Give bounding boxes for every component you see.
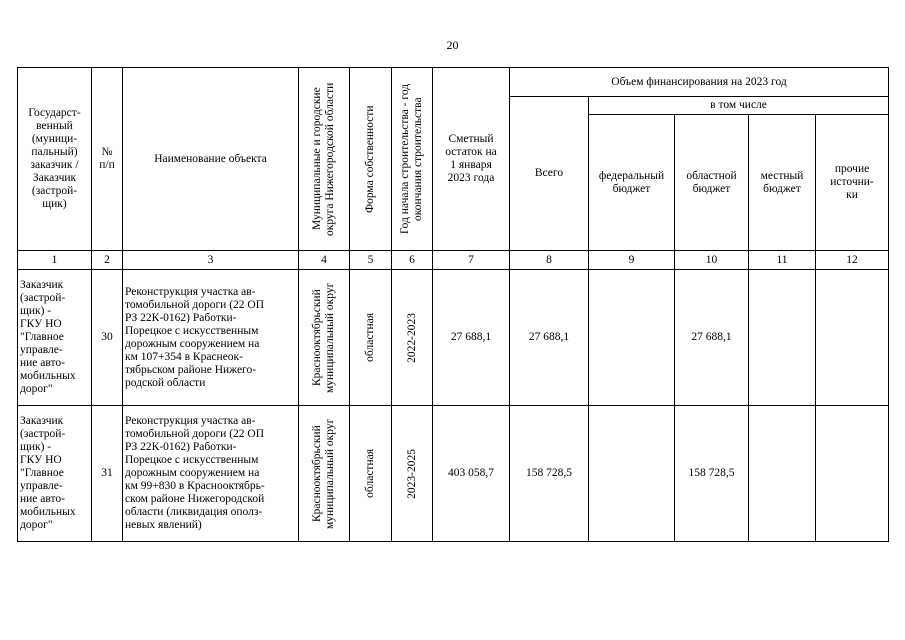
header-ownership [350,68,392,251]
header-total: Всего [510,97,589,251]
header-number: № п/п [92,68,123,251]
row-customer: Заказчик (застрой- щик) - ГКУ НО "Главное управле- ние авто- мобильных дорог" [18,270,92,406]
column-number: 9 [589,251,675,270]
row-local [749,270,816,406]
header-including: в том числе [589,97,889,115]
row-federal [589,270,675,406]
page-number: 20 [446,38,459,52]
table-row [18,406,889,542]
row-ownership [350,406,392,542]
column-number: 4 [299,251,350,270]
column-number: 11 [749,251,816,270]
row-other [816,270,889,406]
row-customer: Заказчик (застрой- щик) - ГКУ НО "Главное управле- ние авто- мобильных дорог" [18,406,92,542]
column-number: 1 [18,251,92,270]
column-number: 3 [123,251,299,270]
row-years-text: 2022-2023 [405,312,418,363]
column-number: 7 [433,251,510,270]
row-object-name: Реконструкция участка ав- томобильной дороги (22 ОП РЗ 22К-0162) Работки- Порецкое с искусственным дорожным сооружением на км 107+354 в Краснеок- тябрьском районе Нижего- родской области [123,270,299,406]
header-object-name: Наименование объекта [123,68,299,251]
row-estimate: 403 058,7 [433,406,510,542]
header-other: прочие источни- ки [816,115,889,251]
column-number: 8 [510,251,589,270]
header-years-text: Год начала строительства - год окончания строительства [399,83,424,235]
row-ownership-text: областная [364,449,376,498]
column-number: 12 [816,251,889,270]
header-regional: областной бюджет [675,115,749,251]
header-local: местный бюджет [749,115,816,251]
table-row [18,270,889,406]
column-number: 10 [675,251,749,270]
column-number: 6 [392,251,433,270]
row-federal [589,406,675,542]
header-municipality [299,68,350,251]
column-number: 5 [350,251,392,270]
row-municipality [299,270,350,406]
row-ownership [350,270,392,406]
header-federal: федеральный бюджет [589,115,675,251]
row-municipality-text: Краснооктябрьский муниципальный округ [311,418,336,529]
row-other [816,406,889,542]
row-total: 27 688,1 [510,270,589,406]
header-customer: Государст- венный (муници- пальный) заказчик / Заказчик (застрой- щик) [18,68,92,251]
column-number-row [18,251,889,270]
header-estimate: Сметный остаток на 1 января 2023 года [433,68,510,251]
row-object-name: Реконструкция участка ав- томобильной дороги (22 ОП РЗ 22К-0162) Работки- Порецкое с искусственным дорожным сооружением на км 99+830 в Краснооктябрь- ском районе Нижегородской области (ликвидация ополз- невых явлений) [123,406,299,542]
row-estimate: 27 688,1 [433,270,510,406]
financing-table [17,67,889,542]
header-years [392,68,433,251]
row-years [392,270,433,406]
row-municipality [299,406,350,542]
row-number: 30 [92,270,123,406]
row-total: 158 728,5 [510,406,589,542]
row-local [749,406,816,542]
row-years-text: 2023-2025 [405,448,418,499]
header-municipality-text: Муниципальные и городские округа Нижегородской области [311,82,336,236]
row-years [392,406,433,542]
header-ownership-text: Форма собственности [364,105,376,213]
row-regional: 158 728,5 [675,406,749,542]
row-number: 31 [92,406,123,542]
row-municipality-text: Краснооктябрьский муниципальный округ [311,282,336,393]
header-financing: Объем финансирования на 2023 год [510,68,889,97]
header-row-top [18,68,889,97]
column-number: 2 [92,251,123,270]
row-ownership-text: областная [364,313,376,362]
row-regional: 27 688,1 [675,270,749,406]
